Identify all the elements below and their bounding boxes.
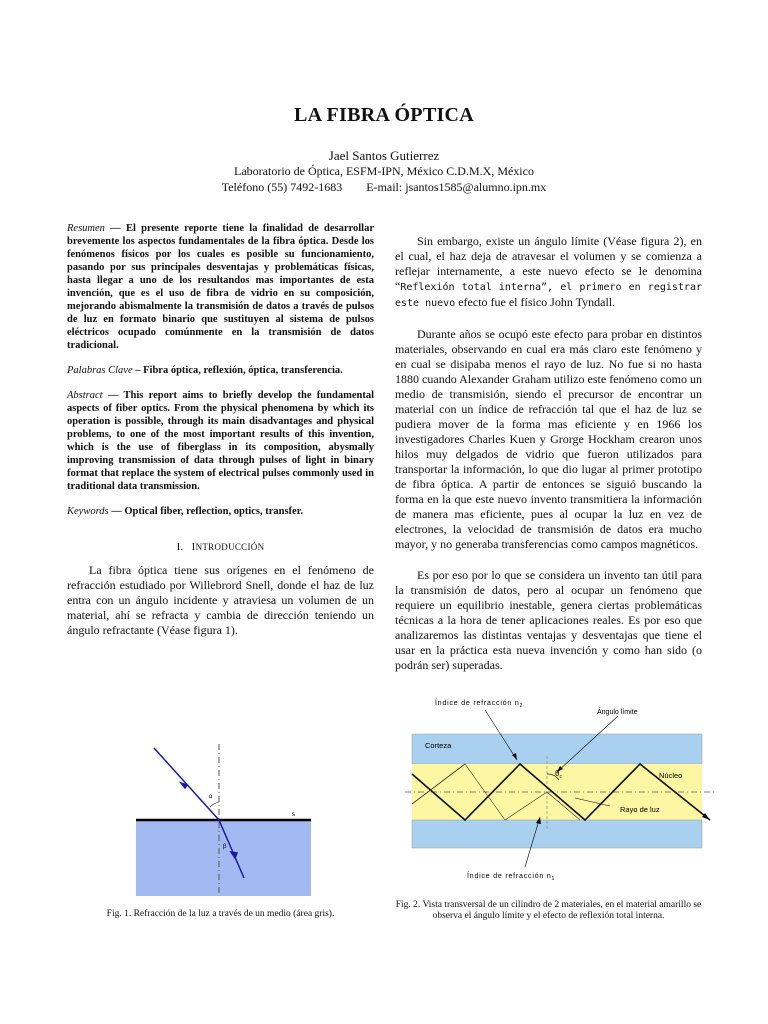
- label-top-index: [435, 698, 523, 709]
- label-theta-symbol: θ: [555, 769, 560, 778]
- figure-1-caption: Fig. 1. Refracción de la luz a través de un medio (área gris).: [106, 909, 335, 919]
- incidence-angle-arc: [210, 802, 219, 807]
- abstract-english-text: — This report aims to briefly develop the fundamental aspects of fiber optics. From the physical phenomena by which its operation is possible, through its main disadvantages and physical problems, to one of the most important results of this invention, which is the use of fiberglass in its composition, abysmally improving transmission of data through pulses of light in binary format that replace the system of electrical pulses commonly used in traditional data transmission.: [67, 390, 374, 492]
- keywords-spanish-text: – Fibra óptica, reflexión, óptica, transferencia.: [132, 365, 343, 376]
- label-bottom-index: [467, 871, 555, 882]
- section-heading-introduction: [67, 540, 374, 555]
- section-title-first: I: [191, 541, 196, 553]
- email-address[interactable]: E-mail: jsantos1585@alumno.ipn.mx: [366, 180, 547, 194]
- label-s: s: [292, 812, 295, 818]
- label-core: Núcleo: [659, 771, 683, 780]
- author-name: Jael Santos Gutierrez: [328, 148, 440, 163]
- paragraph-limit-angle-b: efecto fue el físico John Tyndall.: [455, 295, 616, 309]
- label-top-index-sub: 2: [519, 703, 524, 709]
- phone-number: Teléfono (55) 7492-1683: [221, 180, 343, 194]
- keywords-spanish-lead: Palabras Clave: [67, 365, 133, 376]
- abstract-spanish-lead: Resumen: [67, 223, 105, 234]
- label-ray: Rayo de luz: [620, 805, 660, 814]
- label-bottom-index-text: Índice de refracción n: [467, 873, 552, 880]
- contact-line: [0, 180, 768, 195]
- paper-title: LA FIBRA ÓPTICA: [293, 104, 475, 126]
- abstract-spanish: [67, 222, 374, 352]
- affiliation: Laboratorio de Óptica, ESFM-IPN, México C.D.M.X, México: [234, 164, 534, 178]
- section-number: I.: [176, 541, 184, 553]
- keywords-english-text: — Optical fiber, reflection, optics, transfer.: [108, 506, 304, 517]
- paragraph-limit-angle-mono: Reflexión total interna”, el primero en registrar este nuevo: [395, 282, 702, 309]
- label-beta: β: [223, 844, 227, 850]
- label-theta-sub: c: [559, 774, 562, 780]
- figure-2-total-internal-reflection: [405, 694, 730, 892]
- abstract-spanish-text: — El presente reporte tiene la finalidad de desarrollar brevemente los aspectos fundamentales de la fibra óptica. Desde los fenómenos físicos por los cuales es posible su funcionamiento, pasando por sus principales desventajas y problemáticas físicas, hasta llegar a uno de los resultandos mas importantes de esta invención, que es el uso de fibra de vidrio en su composición, mejorando abismalmente la transmisión de datos a través de pulsos de luz en formato binario que sustituyen al sistema de pulsos eléctricos ocupado comúnmente en la transmisión de datos tradicional.: [67, 223, 374, 351]
- label-top-index-text: Índice de refracción n: [435, 700, 520, 707]
- right-column: [395, 234, 702, 689]
- figure-1-refraction: [136, 736, 311, 896]
- section-title-rest: NTRODUCCIÓN: [195, 542, 265, 552]
- figure-2-caption: Fig. 2. Vista transversal de un cilindro de 2 materiales, en el material amarillo se observa el ángulo límite y el efecto de reflexión total interna.: [395, 900, 702, 921]
- keywords-english: [67, 505, 374, 518]
- incident-ray: [154, 748, 219, 820]
- abstract-english: [67, 389, 374, 493]
- label-cladding: Corteza: [425, 741, 452, 750]
- keywords-english-lead: Keywords: [67, 506, 109, 517]
- paragraph-history: Durante años se ocupó este efecto para probar en distintos materiales, observando en cual era más claro este fenómeno y en cual se disipaba menos el rayo de luz. No fue si no hasta 1880 cuando Alexander Graham utilizo este fenómeno como un medio de transmisión, siendo el precursor de encontrar un material con un índice de refracción tal que el haz de luz se pudiera mover de la forma mas eficiente y en 1966 los investigadores Charles Kuen y Grorge Hockham crearon unos hilos muy delgados de vidrio que fueron utilizados para transportar la información, lo que dio lugar al primer prototipo de fibra óptica. A partir de entonces se siguió buscando la forma en la que este nuevo invento transmitiera la información de manera mas eficiente, pues al ocupar la luz en vez de electrones, la velocidad de transmisión de datos era mucho mayor, y no generaba transferencias como campos magnéticos.: [395, 327, 702, 551]
- label-alpha: α: [209, 794, 213, 800]
- label-bottom-index-sub: 1: [551, 876, 556, 882]
- cladding-top: [412, 734, 702, 764]
- paragraph-usefulness: Es por eso por lo que se considera un invento tan útil para la transmisión de datos, pero al ocupar un fenómeno que requiere un equilibrio inestable, genera ciertas problemáticas técnicas a la hora de tener aplicaciones reales. Es por eso que analizaremos las distintas ventajas y desventajas que tiene el usar en la práctica esta nueva invención y como han sido (o podrán ser) superadas.: [395, 568, 702, 672]
- label-limit-angle: Ángulo límite: [597, 709, 638, 716]
- intro-paragraph: La fibra óptica tiene sus orígenes en el fenómeno de refracción estudiado por Willebrord Snell, donde el haz de luz entra con un ángulo incidente y atraviesa un volumen de un material, ahí se refracta y cambia de dirección teniendo un ángulo refractante (Véase figura 1).: [67, 563, 374, 637]
- paragraph-limit-angle-a: Sin embargo, existe un ángulo límite (Véase figura 2), en el cual, el haz deja de atravesar el volumen y se comienza a reflejar internamente, a este nuevo efecto se le denomina “: [395, 234, 702, 293]
- left-column: [67, 222, 374, 654]
- cladding-bottom: [412, 820, 702, 848]
- keywords-spanish: [67, 364, 374, 377]
- paragraph-limit-angle: [395, 234, 702, 311]
- abstract-english-lead: Abstract: [67, 390, 103, 401]
